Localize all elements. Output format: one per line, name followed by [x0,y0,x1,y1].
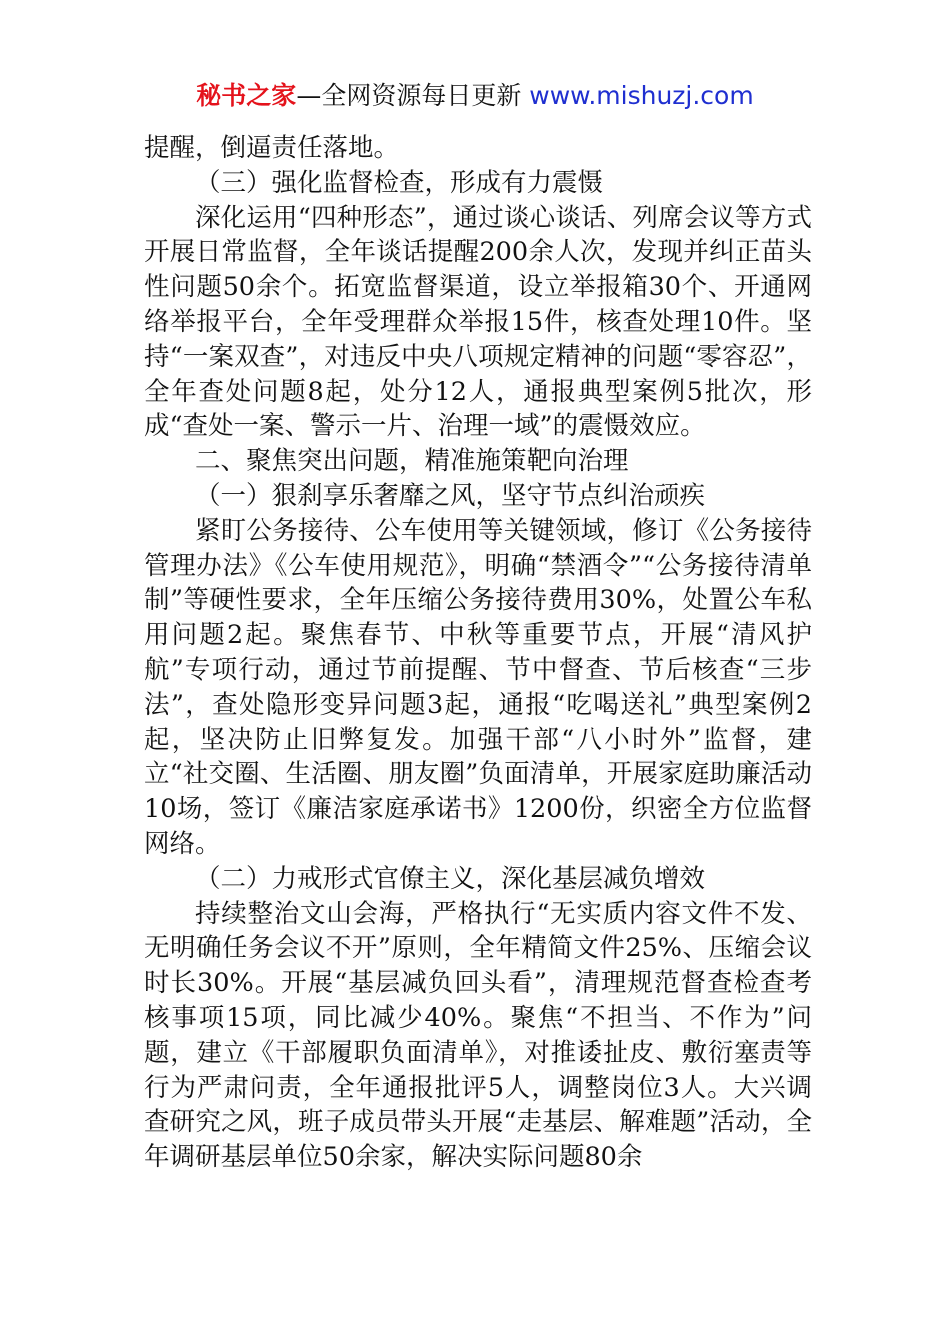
document-body [144,131,812,1175]
paragraph-formalism: 持续整治文山会海，严格执行“无实质内容文件不发、无明确任务会议不开”原则，全年精简文件25%、压缩会议时长30%。开展“基层减负回头看”，清理规范督查检查考核事项15项，同比减少40%。聚焦“不担当、不作为”问题，建立《干部履职负面清单》，对推诿扯皮、敷衍塞责等行为严肃问责，全年通报批评5人，调整岗位3人。大兴调查研究之风，班子成员带头开展“走基层、解难题”活动，全年调研基层单位50余家，解决实际问题80余 [144,898,812,1173]
paragraph-continuation: 提醒，倒逼责任落地。 [144,133,400,163]
paragraph-supervision: 深化运用“四种形态”，通过谈心谈话、列席会议等方式开展日常监督，全年谈话提醒200余人次，发现并纠正苗头性问题50余个。拓宽监督渠道，设立举报箱30个、开通网络举报平台，全年受理群众举报15件，核查处理10件。坚持“一案双查”，对违反中央八项规定精神的问题“零容忍”，全年查处问题8起，处分12人，通报典型案例5批次，形成“查处一案、警示一片、治理一域”的震慑效应。 [144,202,812,442]
site-brand: 秘书之家 [196,81,297,110]
site-tagline: —全网资源每日更新 [296,81,522,110]
subheading-2: （二）力戒形式官僚主义，深化基层减负增效 [195,863,706,894]
section-heading-2: 二、聚焦突出问题，精准施策靶向治理 [195,446,629,477]
site-header [0,78,950,114]
subheading-3: （三）强化监督检查，形成有力震慑 [195,167,604,198]
subheading-1: （一）狠刹享乐奢靡之风，坚守节点纠治顽疾 [195,480,706,511]
paragraph-hedonism: 紧盯公务接待、公车使用等关键领域，修订《公务接待管理办法》《公车使用规范》，明确“禁酒令”“公务接待清单制”等硬性要求，全年压缩公务接待费用30%，处置公车私用问题2起。聚焦春节、中秋等重要节点，开展“清风护航”专项行动，通过节前提醒、节中督查、节后核查“三步法”，查处隐形变异问题3起，通报“吃喝送礼”典型案例2起，坚决防止旧弊复发。加强干部“八小时外”监督，建立“社交圈、生活圈、朋友圈”负面清单，开展家庭助廉活动10场，签订《廉洁家庭承诺书》1200份，织密全方位监督网络。 [144,515,812,859]
site-url-link[interactable]: www.mishuzj.com [529,81,754,110]
